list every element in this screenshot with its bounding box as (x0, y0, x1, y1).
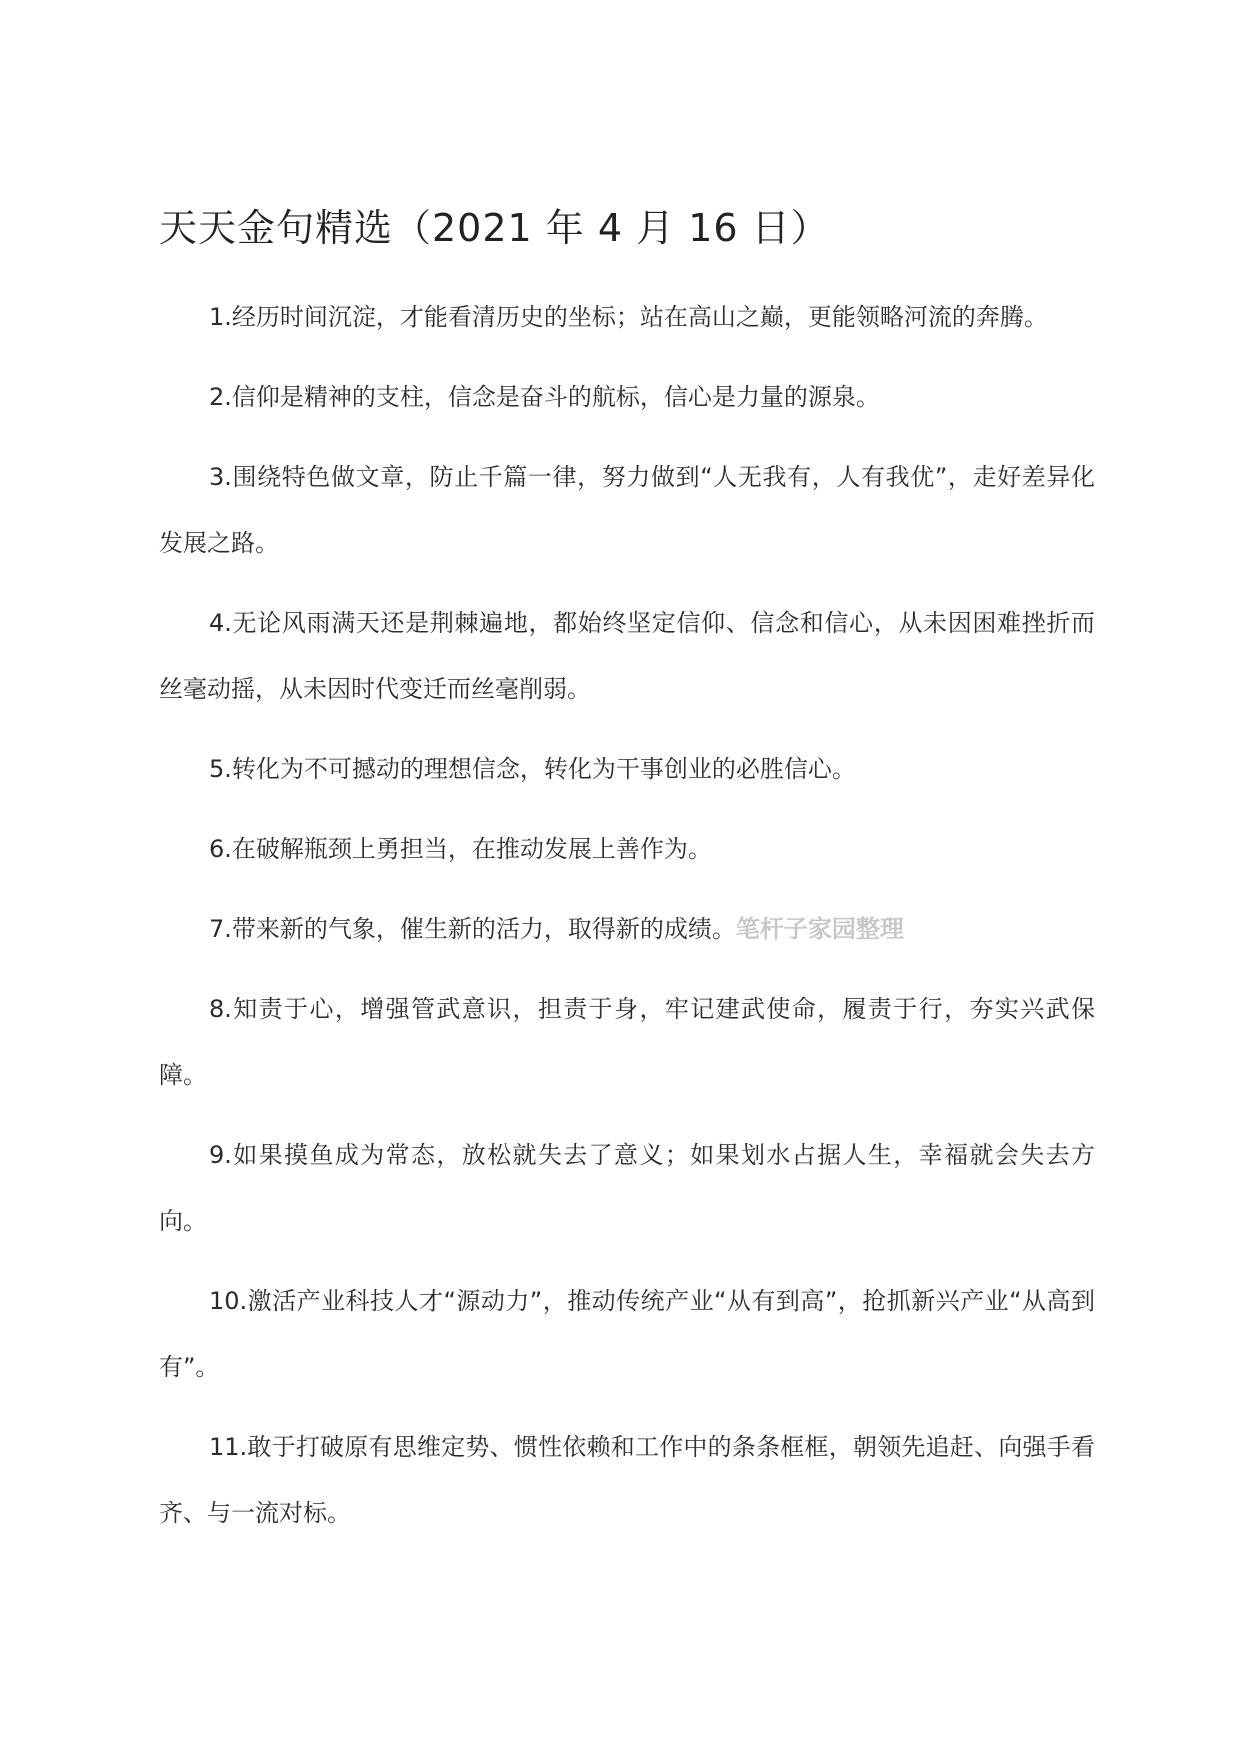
watermark-text: 笔杆子家园整理 (735, 915, 904, 943)
list-item: 2.信仰是精神的支柱，信念是奋斗的航标，信心是力量的源泉。 (209, 383, 880, 411)
list-item: 3.围绕特色做文章，防止千篇一律，努力做到“人无我有，人有我优”，走好差异化发展之路。 (159, 463, 1095, 557)
document-page (159, 200, 1095, 1560)
list-item: 4.无论风雨满天还是荆棘遍地，都始终坚定信仰、信念和信心，从未因困难挫折而丝毫动摇，从未因时代变迁而丝毫削弱。 (159, 609, 1095, 703)
list-item-with-watermark (159, 896, 1095, 962)
list-item: 5.转化为不可撼动的理想信念，转化为干事创业的必胜信心。 (209, 755, 856, 783)
list-item: 8.知责于心，增强管武意识，担责于身，牢记建武使命，履责于行，夯实兴武保障。 (159, 995, 1095, 1089)
list-item: 6.在破解瓶颈上勇担当，在推动发展上善作为。 (209, 835, 712, 863)
list-item: 9.如果摸鱼成为常态，放松就失去了意义；如果划水占据人生，幸福就会失去方向。 (159, 1141, 1095, 1235)
list-item: 10.激活产业科技人才“源动力”，推动传统产业“从有到高”，抢抓新兴产业“从高到有”。 (159, 1287, 1095, 1381)
list-item: 11.敢于打破原有思维定势、惯性依赖和工作中的条条框框，朝领先追赶、向强手看齐、与一流对标。 (159, 1433, 1095, 1527)
list-item: 1.经历时间沉淀，才能看清历史的坐标；站在高山之巅，更能领略河流的奔腾。 (209, 303, 1048, 331)
list-item-text: 7.带来新的气象，催生新的活力，取得新的成绩。 (209, 915, 736, 943)
page-title: 天天金句精选（2021 年 4 月 16 日） (159, 206, 830, 250)
